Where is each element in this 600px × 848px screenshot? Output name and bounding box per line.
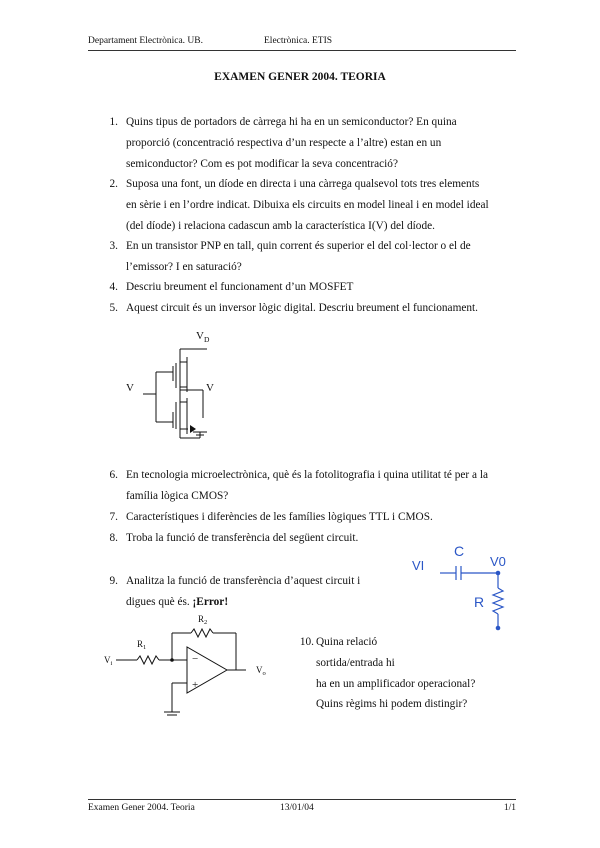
question-text: Descriu breument el funcionament d’un MOSFET [126,281,354,293]
question-text: ha en un amplificador operacional? [316,677,476,690]
question-number: 7. [109,511,118,523]
opamp-r1-main: R [137,639,144,649]
question-text: digues què és. [126,595,190,608]
opamp-vin-sub: i [110,660,113,667]
question-text: en sèrie i en l’ordre indicat. Dibuixa els circuits en model lineal i en model ideal [126,198,489,211]
question-text: família lògica CMOS? [126,489,229,502]
opamp-minus-sign: − [192,653,199,665]
question-number: 10. [299,636,314,648]
opamp-vout-sub: o [262,670,266,677]
question-text: Suposa una font, un díode en directa i una càrrega qualsevol tots tres elements [126,178,480,190]
footer-title: Examen Gener 2004. Teoria [88,803,195,813]
opamp-vin-label [104,655,113,667]
opamp-r1-sub: 1 [143,644,147,651]
footer-page-number: 1/1 [503,803,516,813]
page-footer [88,799,516,815]
question-number: 1. [109,116,118,128]
question-number: 8. [109,532,118,544]
opamp-vout-label [256,665,266,677]
rc-vin-label: VI [412,558,425,573]
vin-label: V [126,382,134,394]
question-text: Troba la funció de transferència del següent circuit. [126,532,359,544]
opamp-r2-main: R [198,614,205,624]
question-number: 4. [109,281,118,293]
question-text: semiconductor? Com es pot modificar la seva concentració? [126,157,398,170]
vd-label-main: V [196,330,204,342]
rc-vout-label: V0 [490,554,506,569]
question-text: Aquest circuit és un inversor lògic digital. Descriu breument el funcionament. [126,302,478,314]
opamp-r1-label [137,639,146,651]
question-number: 6. [109,469,118,481]
footer-date: 13/01/04 [280,803,314,813]
vout-label: V [206,382,214,394]
question-text: Quins tipus de portadors de càrrega hi ha en un semiconductor? En quina [126,116,457,128]
opamp-vin-main: V [104,655,111,665]
vd-label [196,330,210,344]
rc-capacitor-label: C [454,543,465,559]
opamp-r2-sub: 2 [204,619,208,626]
question-number: 5. [109,302,118,314]
error-note: ¡Error! [192,595,229,608]
header-department: Departament Electrònica. UB. [88,36,204,46]
question-text: Analitza la funció de transferència d’aquest circuit i [126,575,361,587]
rc-resistor-label: R [474,594,485,610]
question-number: 3. [109,240,118,252]
question-text: Quins règims hi podem distingir? [316,698,468,711]
question-text: Quina relació [316,636,378,648]
vd-label-sub: D [203,335,210,344]
question-text: proporció (concentració respectiva d’un respecte a l’altre) estan en un [126,136,442,149]
opamp-r2-label [198,614,207,626]
page-title: EXAMEN GENER 2004. TEORIA [214,71,386,83]
question-text: sortida/entrada hi [316,656,395,669]
opamp-vout-main: V [256,665,263,675]
question-text: Característiques i diferències de les famílies lògiques TTL i CMOS. [126,511,433,523]
opamp-plus-sign: + [192,679,199,691]
question-text: En tecnologia microelectrònica, què és la fotolitografia i quina utilitat té per a la [126,469,488,481]
header-course: Electrònica. ETIS [264,36,333,46]
question-number: 9. [109,575,118,587]
question-text: l’emissor? I en saturació? [126,260,242,273]
page-header [88,36,516,51]
question-number: 2. [109,178,118,190]
question-text: En un transistor PNP en tall, quin corrent és superior el del col·lector o el de [126,240,471,252]
question-text: (del díode) i relaciona cadascun amb la característica I(V) del díode. [126,219,435,232]
